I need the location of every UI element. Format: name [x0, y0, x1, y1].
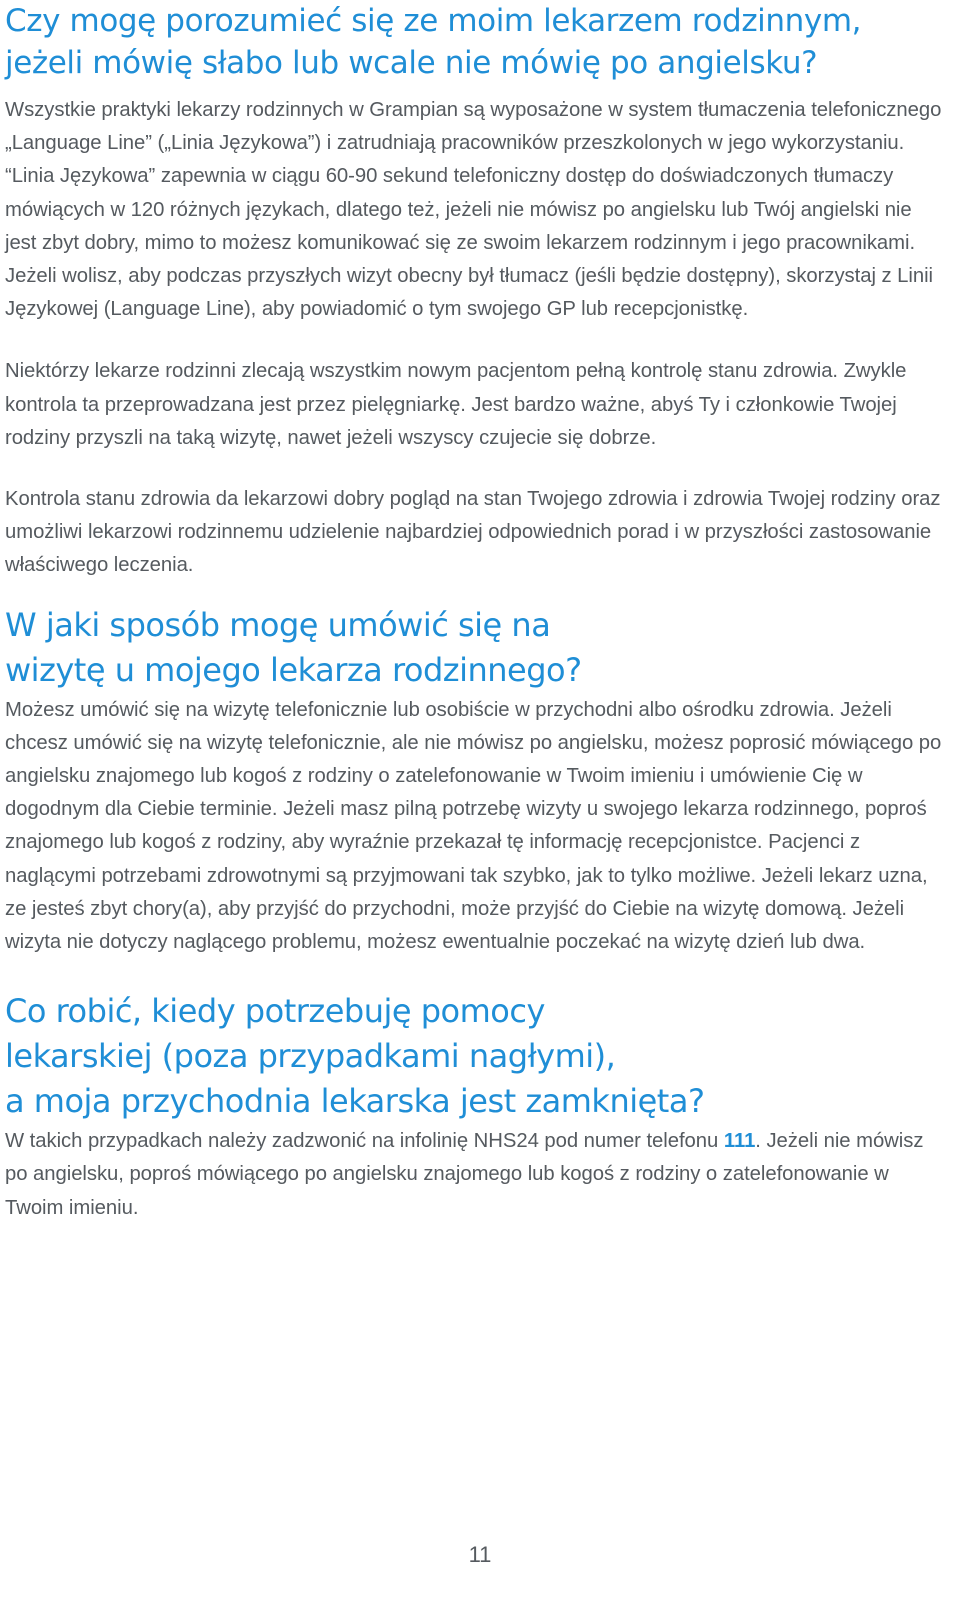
section3-paragraph	[5, 1125, 945, 1225]
section3-heading-line-3: a moja przychodnia lekarska jest zamknięta?	[5, 1082, 705, 1121]
document-page	[5, 0, 945, 1225]
section2-heading-line-1: W jaki sposób mogę umówić się na	[5, 605, 551, 644]
section2-paragraph: Możesz umówić się na wizytę telefonicznie lub osobiście w przychodni albo ośrodku zdrowia. Jeżeli chcesz umówić się na wizytę telefonicznie, ale nie mówisz po angielsku, możesz poprosić mówiącego po angielsku znajomego lub kogoś z rodziny o zatelefonowanie w Twoim imieniu i umówienie Cię w dogodnym dla Ciebie terminie. Jeżeli masz pilną potrzebę wizyty u swojego lekarza rodzinnego, poproś znajomego lub kogoś z rodziny, aby wyraźnie przekazał tę informację recepcjonistce. Pacjenci z naglącymi potrzebami zdrowotnymi są przyjmowani tak szybko, jak to tylko możliwe. Jeżeli lekarz uzna, ze jesteś zbyt chory(a), aby przyjść do przychodni, może przyjść do Ciebie na wizytę domową. Jeżeli wizyta nie dotyczy naglącego problemu, możesz ewentualnie poczekać na wizytę dzień lub dwa.	[5, 698, 942, 954]
page-number: 11	[468, 1542, 492, 1567]
section3-paragraph-before: W takich przypadkach należy zadzwonić na infolinię NHS24 pod numer telefonu	[5, 1130, 719, 1153]
section1-paragraph-1: Wszystkie praktyki lekarzy rodzinnych w Grampian są wyposażone w system tłumaczenia telefonicznego „Language Line” („Linia Językowa”) i zatrudniają pracowników przeszkolonych w jego wykorzystaniu. “Linia Językowa” zapewnia w ciągu 60-90 sekund telefoniczny dostęp do doświadczonych tłumaczy mówiących w 120 różnych językach, dlatego też, jeżeli nie mówisz po angielsku lub Twój angielski nie jest zbyt dobry, mimo to możesz komunikować się ze swoim lekarzem rodzinnym i jego pracownikami. Jeżeli wolisz, aby podczas przyszłych wizyt obecny był tłumacz (jeśli będzie dostępny), skorzystaj z Linii Językowej (Language Line), aby powiadomić o tym swojego GP lub recepcjonistkę.	[5, 99, 942, 321]
section2-heading	[5, 603, 945, 693]
nhs24-phone-number: 111	[723, 1130, 756, 1153]
section3-paragraph-after: . Jeżeli nie mówisz po angielsku, poproś mówiącego po angielsku znajomego lub kogoś z rodziny o zatelefonowanie w Twoim imieniu.	[5, 1130, 924, 1219]
section2-heading-line-2: wizytę u mojego lekarza rodzinnego?	[5, 650, 582, 689]
section1-heading: Czy mogę porozumieć się ze moim lekarzem rodzinnym, jeżeli mówię słabo lub wcale nie mówię po angielsku?	[5, 3, 862, 81]
section1-paragraph-3: Kontrola stanu zdrowia da lekarzowi dobry pogląd na stan Twojego zdrowia i zdrowia Twojej rodziny oraz umożliwi lekarzowi rodzinnemu udzielenie najbardziej odpowiednich porad i w przyszłości zastosowanie właściwego leczenia.	[5, 488, 941, 577]
section1-paragraph-2: Niektórzy lekarze rodzinni zlecają wszystkim nowym pacjentom pełną kontrolę stanu zdrowia. Zwykle kontrola ta przeprowadzana jest przez pielęgniarkę. Jest bardzo ważne, abyś Ty i członkowie Twojej rodziny przyszli na taką wizytę, nawet jeżeli wszyscy czujecie się dobrze.	[5, 360, 907, 449]
section3-heading-line-1: Co robić, kiedy potrzebuję pomocy	[5, 992, 545, 1031]
section3-heading-line-2: lekarskiej (poza przypadkami nagłymi),	[5, 1037, 616, 1076]
section3-heading	[5, 989, 945, 1124]
